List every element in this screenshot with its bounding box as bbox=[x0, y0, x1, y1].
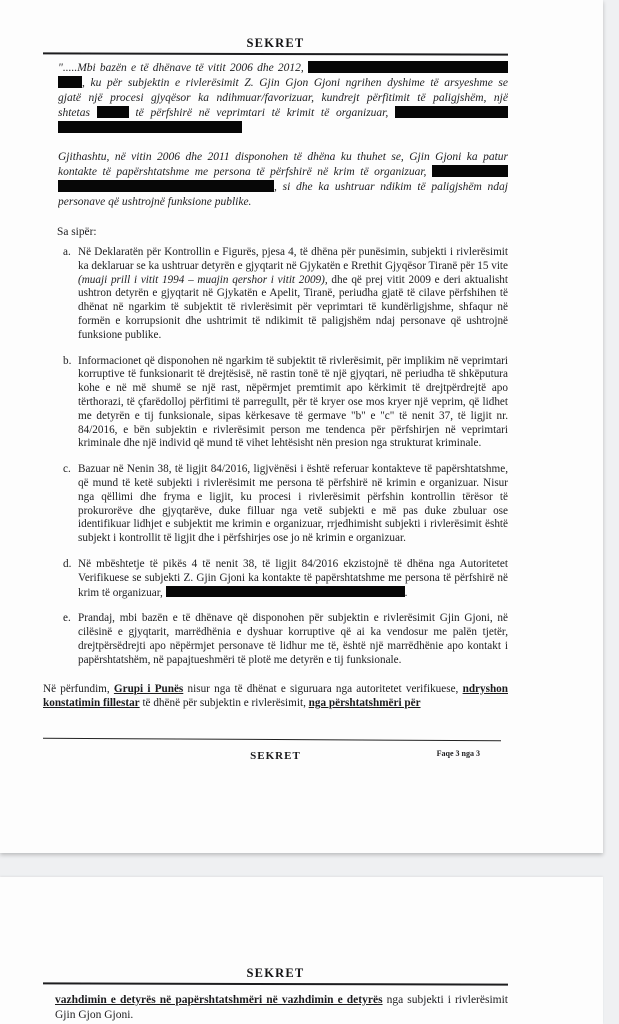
continuation-paragraph bbox=[55, 993, 508, 1023]
text-run: personave që ushtrojnë funksione publike. bbox=[58, 196, 252, 208]
quoted-paragraph-1 bbox=[58, 61, 508, 136]
text-run: kontakte të papërshtatshme me persona të përfshirë në krim të organizuar, bbox=[58, 166, 432, 178]
page-footer bbox=[43, 746, 508, 764]
list-item-d bbox=[63, 558, 508, 600]
text-run: Në mbështetje të pikës 4 të nenit 38, të ligjit 84/2016 ekzistojnë të dhëna nga Autoritetet Verifikuese se subjekti Z. Gjin Gjoni ka kontakte të papërshtatshme me persona të përfshirë në krim të organizuar, bbox=[78, 557, 508, 599]
text-line bbox=[58, 61, 508, 76]
text-run: shtetas bbox=[58, 107, 97, 119]
quoted-paragraph-2 bbox=[58, 150, 508, 210]
conclusion-paragraph bbox=[43, 682, 508, 711]
document-page-2 bbox=[0, 877, 603, 1024]
list-marker: c. bbox=[63, 463, 71, 476]
text-run: Në përfundim, bbox=[43, 682, 114, 695]
text-run: . bbox=[404, 586, 408, 599]
list-marker: b. bbox=[63, 354, 72, 367]
page-number: Faqe 3 nga 3 bbox=[436, 748, 480, 758]
list-marker: a. bbox=[63, 246, 71, 258]
text-run: Prandaj, mbi bazën e të dhënave që disponohen për subjektin e rivlerësimit Gjin Gjoni, në cilësinë e gjyqtarit, marrëdhënia e dyshuar korruptive që ai ka vendosur me palën tjetër, drejtpërsëdrejti apo nëpërmjet personave të lidhur me të, është një marrëdhënie apo kontakt i papërshtatshëm, në papajtueshmëri të plotë me detyrën e tij funksionale. bbox=[78, 612, 508, 666]
text-run: gjatë një procesi gjyqësor ka ndihmuar/favorizuar, kundrejt përfitimit të paligjshëm, një bbox=[58, 92, 508, 104]
classification-header-page2: SEKRET bbox=[246, 966, 305, 980]
text-run: nga përshtatshmëri për bbox=[308, 697, 421, 710]
text-run: vazhdimin e detyrës në papërshtatshmëri në vazhdimin e detyrës bbox=[55, 994, 383, 1006]
text-line bbox=[58, 150, 508, 165]
redaction-bar bbox=[166, 586, 405, 597]
findings-list bbox=[63, 246, 508, 668]
redaction-bar bbox=[58, 76, 82, 88]
redaction-bar bbox=[58, 180, 274, 192]
text-line bbox=[58, 180, 508, 195]
list-item-a bbox=[63, 246, 508, 343]
list-item-b bbox=[63, 355, 508, 452]
footer-rule bbox=[43, 737, 501, 740]
text-line bbox=[58, 165, 508, 180]
classification-header: SEKRET bbox=[246, 36, 305, 50]
text-run: Në Deklaratën për Kontrollin e Figurës, pjesa 4, të dhëna për punësimin, subjekti i rivlerësimit ka deklaruar se ka ushtruar detyrën e gjyqtarit në Gjykatën e Rrethit Gjyqësor Tiranë për 15 vite bbox=[78, 246, 508, 272]
text-run: të përfshirë në veprimtari të krimit të organizuar, bbox=[128, 107, 396, 119]
redaction-bar bbox=[432, 165, 508, 177]
redaction-bar bbox=[97, 106, 129, 118]
list-item-c bbox=[63, 463, 508, 546]
text-line bbox=[58, 121, 508, 136]
text-run: nisur nga të dhënat e siguruara nga autoritetet verifikuese, bbox=[183, 682, 463, 695]
redaction-bar bbox=[58, 121, 242, 133]
classification-footer: SEKRET bbox=[250, 749, 301, 762]
sa-siper-label: Sa sipër: bbox=[57, 226, 97, 238]
text-line bbox=[58, 76, 508, 91]
text-run: ".....Mbi bazën e të dhënave të vitit 2006 dhe 2012, bbox=[58, 62, 308, 74]
text-run: Gjithashtu, në vitin 2006 dhe 2011 disponohen të dhëna ku thuhet se, Gjin Gjoni ka patur bbox=[58, 151, 508, 163]
text-run: , ku për subjektin e rivlerësimit Z. Gjin Gjon Gjoni ngrihen dyshime të arsyeshme se bbox=[82, 77, 508, 89]
list-marker: d. bbox=[63, 557, 72, 570]
text-run: Informacionet që disponohen në ngarkim të subjektit të rivlerësimit, për implikim në veprimtari korruptive të funksionarit të drejtësisë, në rastin tonë të një gjyqtari, në periudha të shkëputura kohe e në më shumë se një rast, nëpërmjet premtimit apo kërkimit të drejtpërdrejtë apo tërthorazi, të çfarëdolloj përfitimi të parregullt, për të kryer ose mos kryer një veprim, që lidhet me detyrën e tij funksionale, sipas kërkesave të germave "b" e "c" të nenit 37, të ligjit nr. 84/2016, e bën subjektin e rivlerësimit person me tendenca për përfshirjen në veprimtari kriminale dhe një individ që mund të vihet lehtësisht nën presion nga strukturat kriminale. bbox=[78, 354, 508, 450]
list-marker: e. bbox=[63, 612, 71, 625]
text-run: , si dhe ka ushtruar ndikim të paligjshëm ndaj bbox=[274, 181, 508, 193]
header-rule bbox=[43, 52, 508, 55]
text-run: Grupi i Punës bbox=[113, 682, 184, 695]
text-run: Bazuar në Nenin 38, të ligjit 84/2016, ligjvënësi i është referuar kontakteve të papërshtatshme, që mund të ketë subjekti i rivlerësimit me persona të përfshirë në krimin e organizuar. Nisur nga qëllimi dhe fryma e ligjit, ku procesi i rivlerësimit përfshin kontrollin tërësor të prokurorëve dhe gjyqtarëve, duke filluar nga vetë subjekti e më pas duke zbuluar ose identifikuar lidhjet e subjektit me krimin e organizuar, rrjedhimisht subjekti i rivlerësimit është subjekt i kontrollit të ligjit dhe i përfshirjes ose jo në krimin e organizuar. bbox=[78, 463, 508, 545]
text-run: ndryshon konstatimin fillestar bbox=[43, 682, 508, 710]
text-run: të dhënë për subjektin e rivlerësimit, bbox=[139, 697, 309, 710]
list-item-e bbox=[63, 612, 508, 667]
text-run: (muaji prill i vitit 1994 – muajin qershor i vitit 2009), bbox=[78, 273, 328, 286]
redaction-bar bbox=[308, 61, 508, 73]
text-line bbox=[58, 106, 508, 121]
redaction-bar bbox=[395, 106, 508, 118]
text-run: dhe që prej vitit 2009 e deri aktualisht ushtron detyrën e gjyqtarit në Gjykatën e Apelit, Tiranë, periudha gjatë të cilave përfshihen të dhënat në ngarkim të subjektit të rivlerësimit për veprimtari të kundërligjshme, shfaqur në formën e korrupsionit dhe ushtrimit të ndikimit të paligjshëm ndaj personave që ushtrojnë funksione publike. bbox=[78, 273, 508, 341]
text-line bbox=[58, 91, 508, 106]
text-line bbox=[58, 195, 508, 210]
text-run: nga subjekti i rivlerësimit Gjin Gjon Gjoni. bbox=[55, 994, 508, 1021]
header-rule-page2 bbox=[43, 982, 508, 985]
